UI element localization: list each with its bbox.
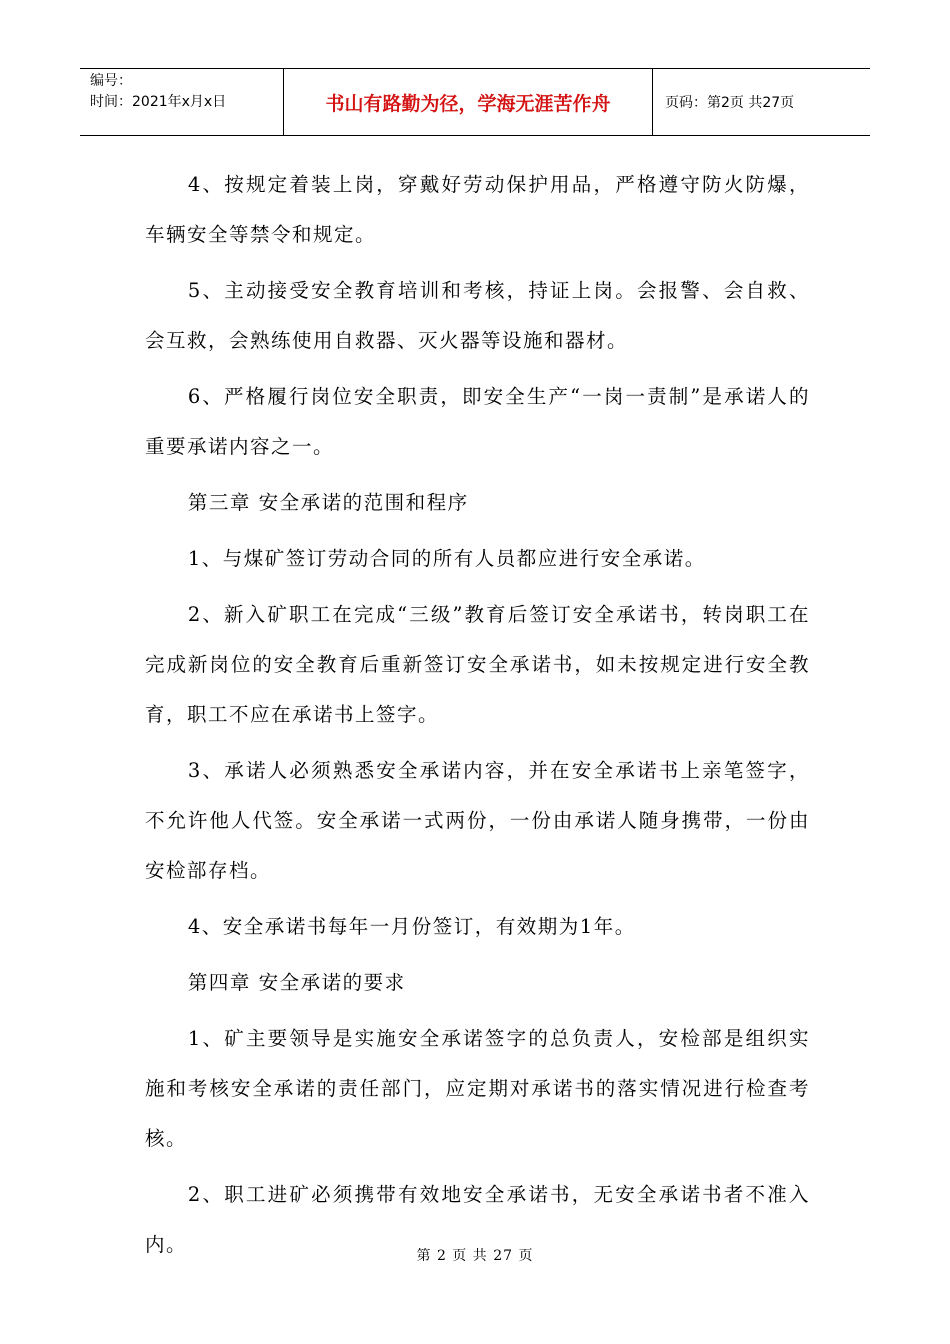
chapter-3-heading: 第三章 安全承诺的范围和程序 bbox=[187, 491, 469, 514]
paragraph-ch3-item-3: 3、承诺人必须熟悉安全承诺内容，并在安全承诺书上亲笔签字，不允许他人代签。安全承诺一式两份，一份由承诺人随身携带，一份由安检部存档。 bbox=[145, 759, 810, 882]
page-header bbox=[80, 68, 870, 136]
paragraph-rule-6: 6、严格履行岗位安全职责，即安全生产“一岗一责制”是承诺人的重要承诺内容之一。 bbox=[145, 385, 810, 458]
paragraph-ch4-item-1: 1、矿主要领导是实施安全承诺签字的总负责人，安检部是组织实施和考核安全承诺的责任部门，应定期对承诺书的落实情况进行检查考核。 bbox=[145, 1027, 810, 1150]
page-footer: 第 2 页 共 27 页 bbox=[416, 1248, 534, 1264]
paragraph-rule-4: 4、按规定着装上岗，穿戴好劳动保护用品，严格遵守防火防爆，车辆安全等禁令和规定。 bbox=[145, 173, 810, 246]
header-page-info: 页码：第2页 共27页 bbox=[665, 95, 795, 111]
document-number-label: 编号： bbox=[90, 73, 132, 89]
document-date-label: 时间：2021年x月x日 bbox=[90, 94, 227, 110]
paragraph-ch4-item-2: 2、职工进矿必须携带有效地安全承诺书，无安全承诺书者不准入内。 bbox=[145, 1183, 810, 1256]
paragraph-rule-5: 5、主动接受安全教育培训和考核，持证上岗。会报警、会自救、会互救，会熟练使用自救器、灭火器等设施和器材。 bbox=[145, 279, 810, 352]
header-motto: 书山有路勤为径，学海无涯苦作舟 bbox=[283, 69, 653, 135]
paragraph-ch3-item-2: 2、新入矿职工在完成“三级”教育后签订安全承诺书，转岗职工在完成新岗位的安全教育后重新签订安全承诺书，如未按规定进行安全教育，职工不应在承诺书上签字。 bbox=[145, 603, 810, 726]
chapter-4-heading: 第四章 安全承诺的要求 bbox=[187, 971, 406, 994]
paragraph-ch3-item-1: 1、与煤矿签订劳动合同的所有人员都应进行安全承诺。 bbox=[187, 547, 706, 570]
paragraph-ch3-item-4: 4、安全承诺书每年一月份签订，有效期为1年。 bbox=[187, 915, 636, 938]
header-left-cell bbox=[80, 69, 283, 135]
document-body bbox=[145, 160, 810, 1276]
